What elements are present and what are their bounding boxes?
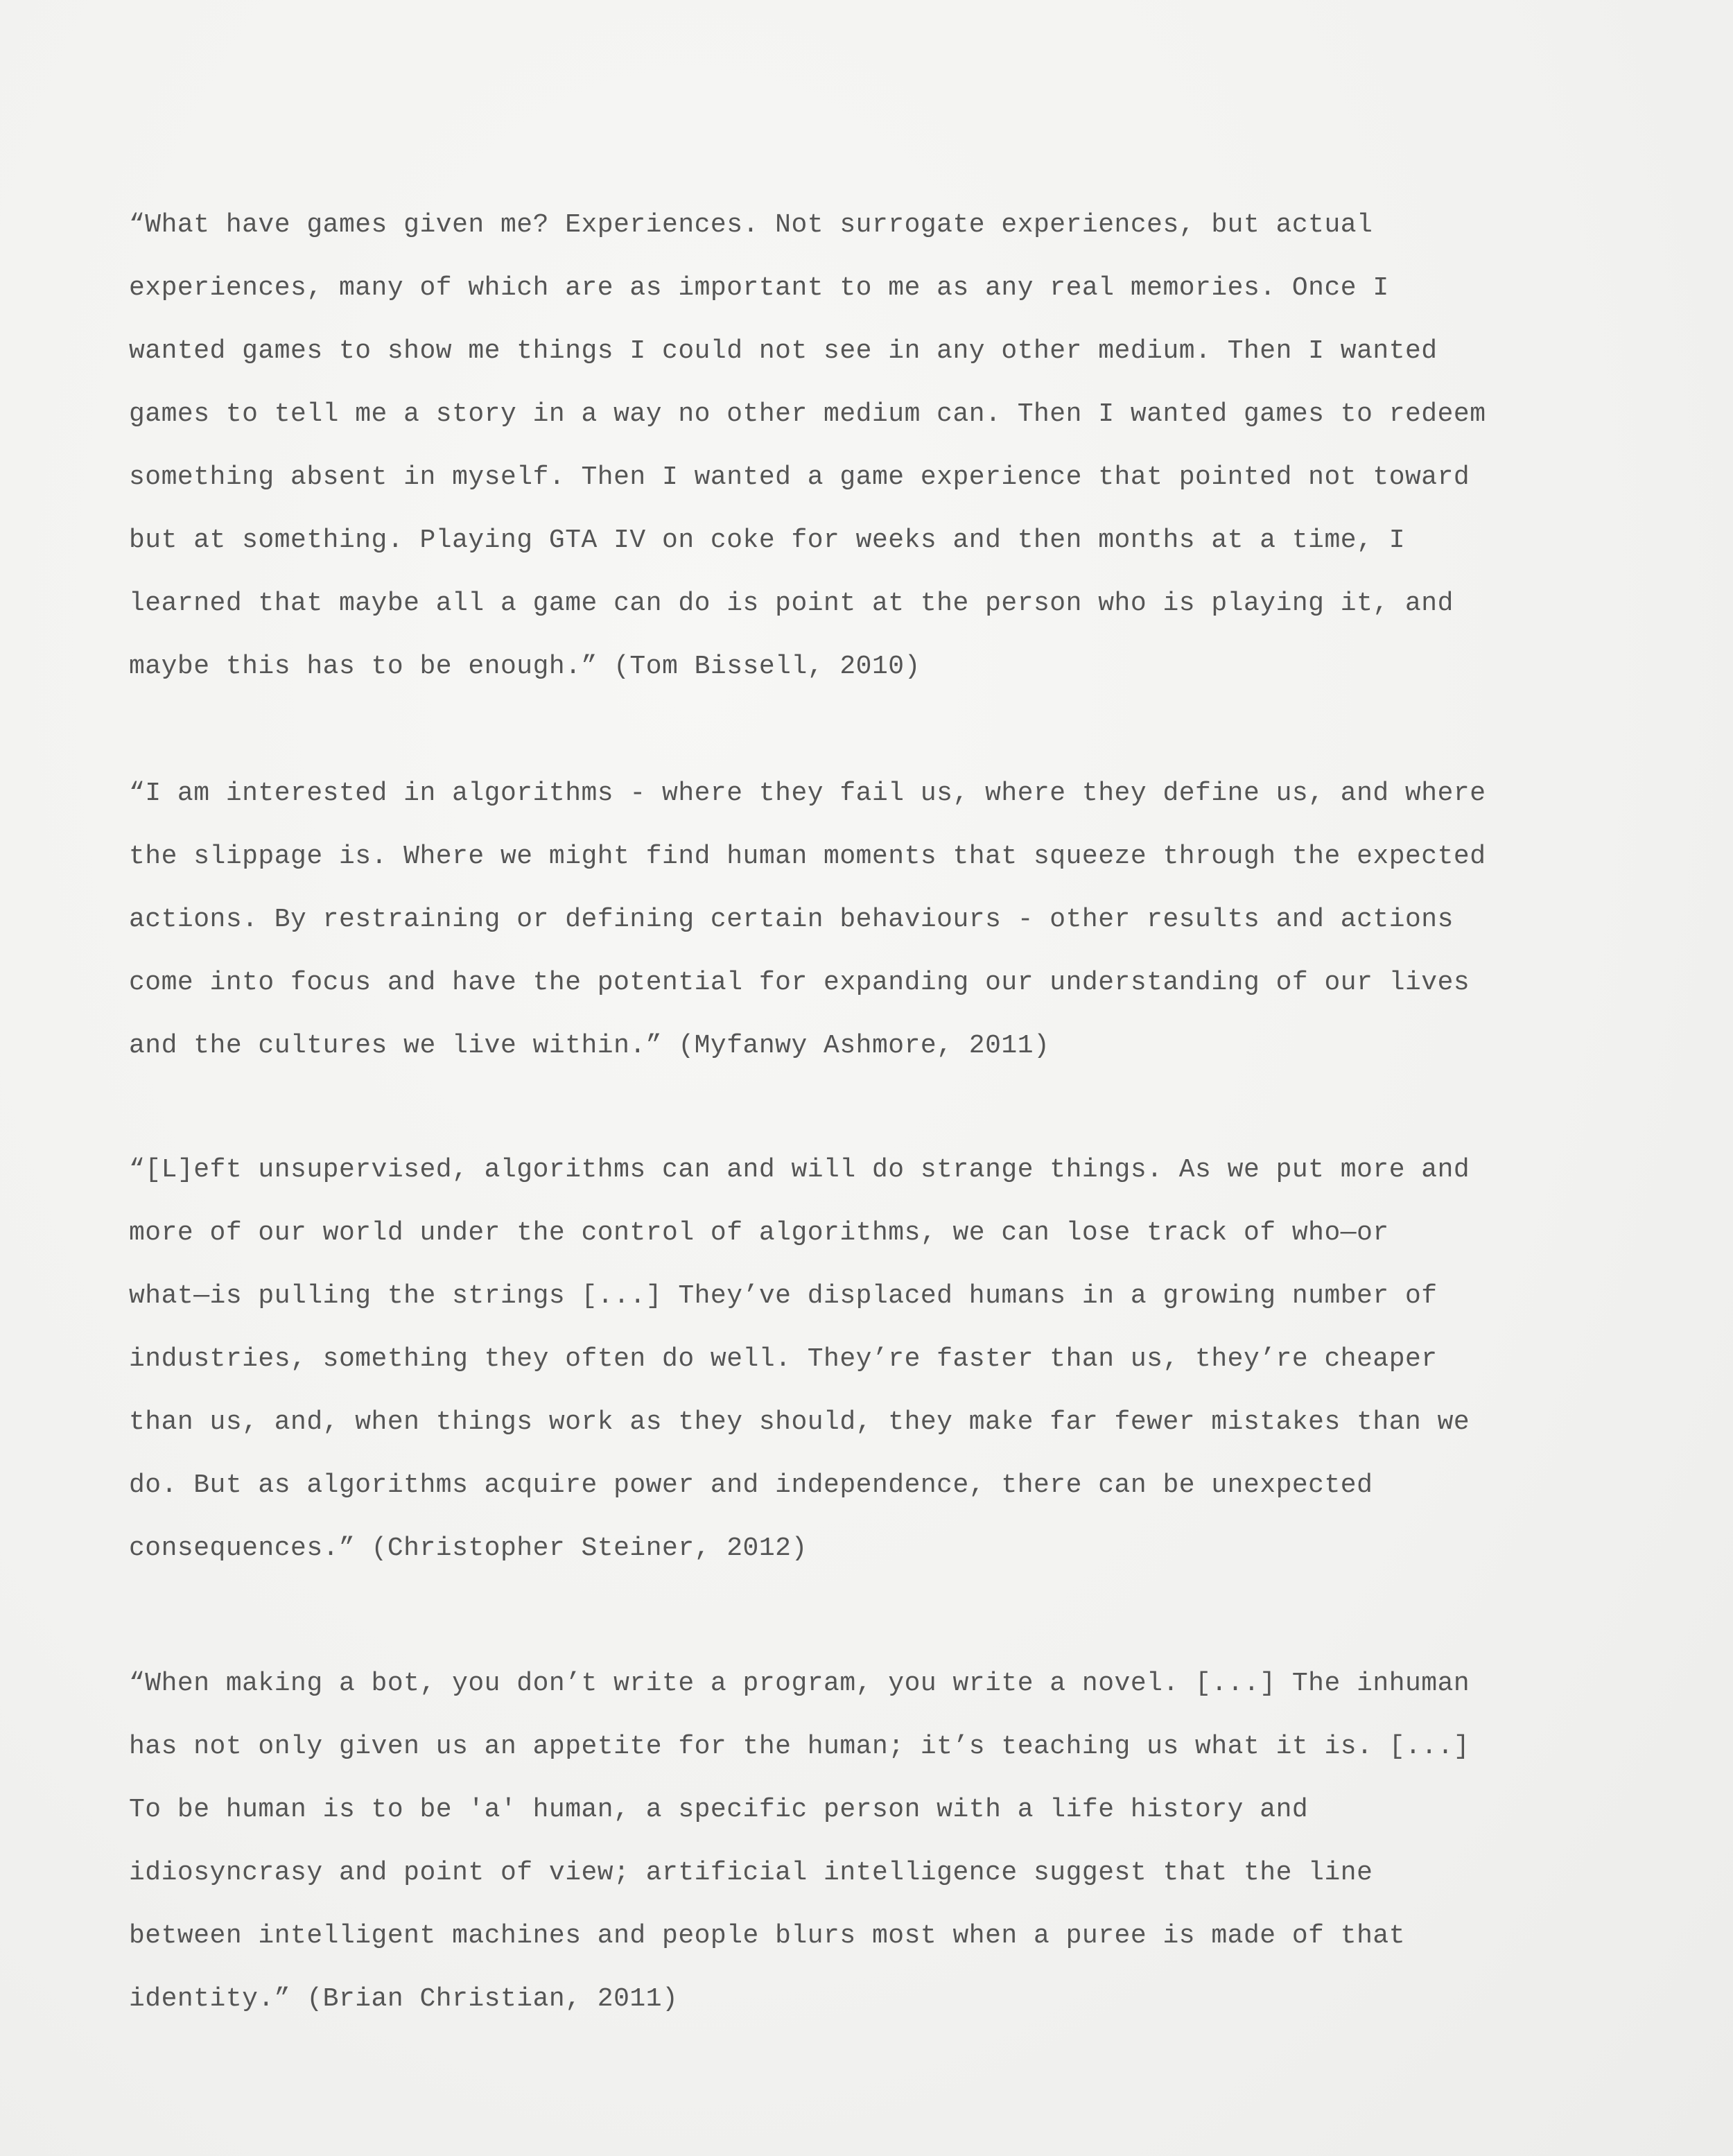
quote-line: wanted games to show me things I could not see in any other medium. Then I wanted (129, 336, 1438, 366)
quote-line: “When making a bot, you don’t write a program, you write a novel. [...] The inhuman (129, 1669, 1470, 1698)
quote-line: has not only given us an appetite for the human; it’s teaching us what it is. [...] (129, 1732, 1470, 1762)
quote-line: industries, something they often do well. They’re faster than us, they’re cheaper (129, 1344, 1438, 1374)
quote-line: than us, and, when things work as they should, they make far fewer mistakes than we (129, 1407, 1470, 1437)
quote-line: “[L]eft unsupervised, algorithms can and will do strange things. As we put more and (129, 1155, 1470, 1185)
quote-line: consequences.” (Christopher Steiner, 2012) (129, 1533, 808, 1563)
quote-line: To be human is to be 'a' human, a specific person with a life history and (129, 1795, 1309, 1825)
quote-line: and the cultures we live within.” (Myfanwy Ashmore, 2011) (129, 1031, 1050, 1061)
quote-tom-bissell (129, 193, 1619, 698)
quote-line: something absent in myself. Then I wanted a game experience that pointed not toward (129, 462, 1470, 492)
quote-line: “What have games given me? Experiences. Not surrogate experiences, but actual (129, 210, 1373, 240)
quote-line: the slippage is. Where we might find human moments that squeeze through the expected (129, 842, 1486, 871)
quote-line: idiosyncrasy and point of view; artificial intelligence suggest that the line (129, 1858, 1373, 1888)
quote-line: maybe this has to be enough.” (Tom Bissell, 2010) (129, 652, 921, 681)
quote-myfanwy-ashmore (129, 762, 1619, 1077)
quote-line: identity.” (Brian Christian, 2011) (129, 1984, 679, 2014)
quote-line: but at something. Playing GTA IV on coke for weeks and then months at a time, I (129, 525, 1405, 555)
quote-line: what—is pulling the strings [...] They’ve displaced humans in a growing number of (129, 1281, 1438, 1311)
quote-line: learned that maybe all a game can do is point at the person who is playing it, and (129, 589, 1454, 618)
quote-line: experiences, many of which are as important to me as any real memories. Once I (129, 273, 1389, 303)
quote-line: more of our world under the control of algorithms, we can lose track of who—or (129, 1218, 1389, 1248)
quote-line: actions. By restraining or defining certain behaviours - other results and actions (129, 905, 1454, 934)
quote-line: games to tell me a story in a way no other medium can. Then I wanted games to redeem (129, 399, 1486, 429)
quote-line: “I am interested in algorithms - where they fail us, where they define us, and where (129, 779, 1486, 808)
quote-christopher-steiner (129, 1138, 1619, 1580)
quote-line: come into focus and have the potential for expanding our understanding of our lives (129, 968, 1470, 998)
quote-line: do. But as algorithms acquire power and independence, there can be unexpected (129, 1470, 1373, 1500)
quote-line: between intelligent machines and people blurs most when a puree is made of that (129, 1921, 1405, 1951)
quote-brian-christian (129, 1652, 1619, 2031)
